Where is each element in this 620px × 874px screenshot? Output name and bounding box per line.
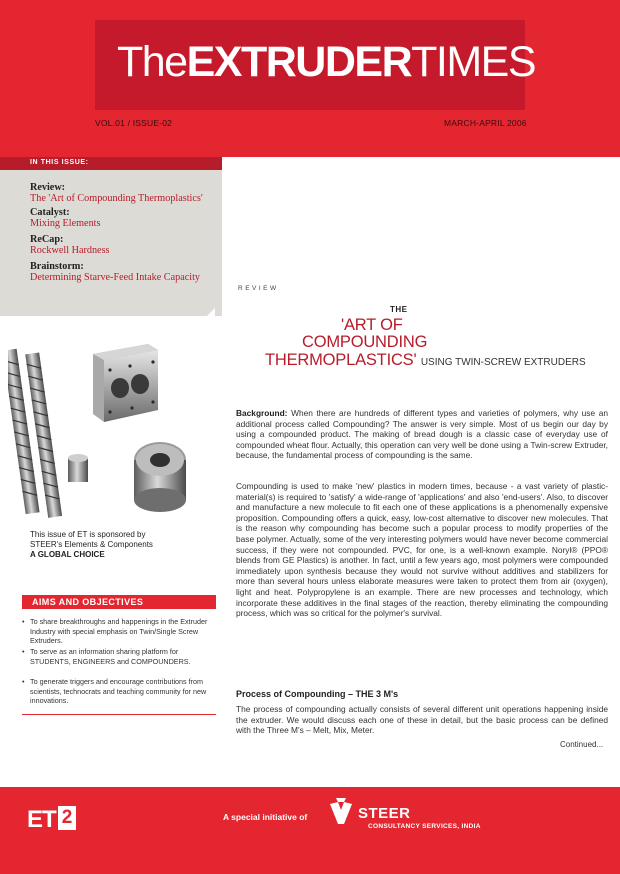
issue-item-heading: Review: xyxy=(30,182,66,193)
aim-item: • To serve as an information sharing platform for STUDENTS, ENGINEERS and COMPOUNDERS. xyxy=(22,647,218,666)
divider xyxy=(22,714,216,715)
issue-item-heading: Catalyst: xyxy=(30,207,70,218)
article-title-line: 'ART OF xyxy=(341,316,403,334)
article-paragraph: The process of compounding actually consists of several different unit operations happening inside the extruder. We would discuss each one of these in detail, but the basic process can be defined with the Three M's – Melt, Mix, Meter. xyxy=(236,704,608,736)
article-paragraph: Background: When there are hundreds of different types and varieties of polymers, why use an additional process called Compounding? The answer is very simple. Most of us begin our day by using a compounded product. The making of bread dough is a classic case of everyday use of compounded wheat flour. Actually, this operation can very well be done using a Twin-screw Extruder, because, the fundamental process of compounding is the same. xyxy=(236,408,608,461)
et2-logo-text: ET xyxy=(27,806,56,833)
steer-logo-icon xyxy=(328,798,354,826)
steer-subtitle: CONSULTANCY SERVICES, INDIA xyxy=(368,823,481,830)
initiative-text: A special initiative of xyxy=(223,812,308,822)
article-title-line: COMPOUNDING xyxy=(302,333,428,351)
issue-item-value: Mixing Elements xyxy=(30,218,101,229)
article-subheading: Process of Compounding – THE 3 M's xyxy=(236,689,399,699)
aims-heading: AIMS AND OBJECTIVES xyxy=(22,595,216,609)
in-this-issue-heading: IN THIS ISSUE: xyxy=(0,157,222,170)
issue-item-recap xyxy=(30,234,110,256)
screw-elements-photo xyxy=(8,340,214,520)
issue-item-catalyst xyxy=(30,207,100,229)
sponsor-note xyxy=(30,530,153,560)
section-label: REVIEW xyxy=(238,285,279,292)
footer-band xyxy=(0,787,620,874)
in-this-issue-panel xyxy=(0,170,222,316)
panel-corner-fold xyxy=(207,308,215,316)
issue-item-value: Rockwell Hardness xyxy=(30,245,110,256)
article-title-line: THERMOPLASTICS' USING TWIN-SCREW EXTRUDERS xyxy=(265,351,586,369)
issue-item-value: The 'Art of Compounding Thermoplastics' xyxy=(30,193,203,204)
et2-logo-number: 2 xyxy=(58,806,76,830)
sponsor-line: This issue of ET is sponsored by xyxy=(30,530,146,539)
sponsor-name: STEER's Elements & Components xyxy=(30,540,153,549)
aim-item: • To generate triggers and encourage contributions from scientists, technocrats and teaching community for new innovations. xyxy=(22,677,218,706)
newsletter-title: TheEXTRUDERTIMES xyxy=(117,38,536,86)
steer-wordmark: STEER xyxy=(358,805,411,822)
issue-item-review xyxy=(30,182,203,204)
issue-item-value: Determining Starve-Feed Intake Capacity xyxy=(30,272,201,283)
issue-item-brainstorm xyxy=(30,261,200,283)
article-title-the: THE xyxy=(390,305,408,314)
issue-item-heading: Brainstorm: xyxy=(30,261,84,272)
issue-date: MARCH-APRIL 2006 xyxy=(444,118,527,128)
issue-volume: VOL.01 / ISSUE-02 xyxy=(95,118,173,128)
sponsor-tagline: A GLOBAL CHOICE xyxy=(30,550,105,559)
aim-item: • To share breakthroughs and happenings in the Extruder Industry with special emphasis on Twin/Single Screw Extruders. xyxy=(22,617,218,646)
issue-item-heading: ReCap: xyxy=(30,234,64,245)
article-paragraph: Compounding is used to make 'new' plastics in modern times, because - a vast variety of plastic-material(s) is required to 'satisfy' a wide-range of 'applications' and also 'end-users'. Also, to discover and manufacture a new molecule to fit each one of these applications is a phenomenally expensive proposition. Compounding offers a quick, easy, low-cost alternative to discover new molecules. That is the reason why compounding has become such a popular process to modify properties of the base polymer. Actually, some of the very interesting polymers would have never become commercial success, if they were not compounded. PVC, for one, is a well-known example. Noryl® (PPO® blends from GE Plastics) is another. In fact, until a few years ago, most polymers were compounded immediately upon synthesis because they would not survive without additives and stabilizers for more than several hours unless elaborate measures were taken to protect them from air (oxygen), light and heat. Polypropylene is an example. There are new processes and technology, which incorporate these additives in the final stages of the reaction, thereby eliminating the compounding process, which was so critical for the polymer's survival. xyxy=(236,481,608,619)
continued-link[interactable]: Continued... xyxy=(560,740,604,749)
